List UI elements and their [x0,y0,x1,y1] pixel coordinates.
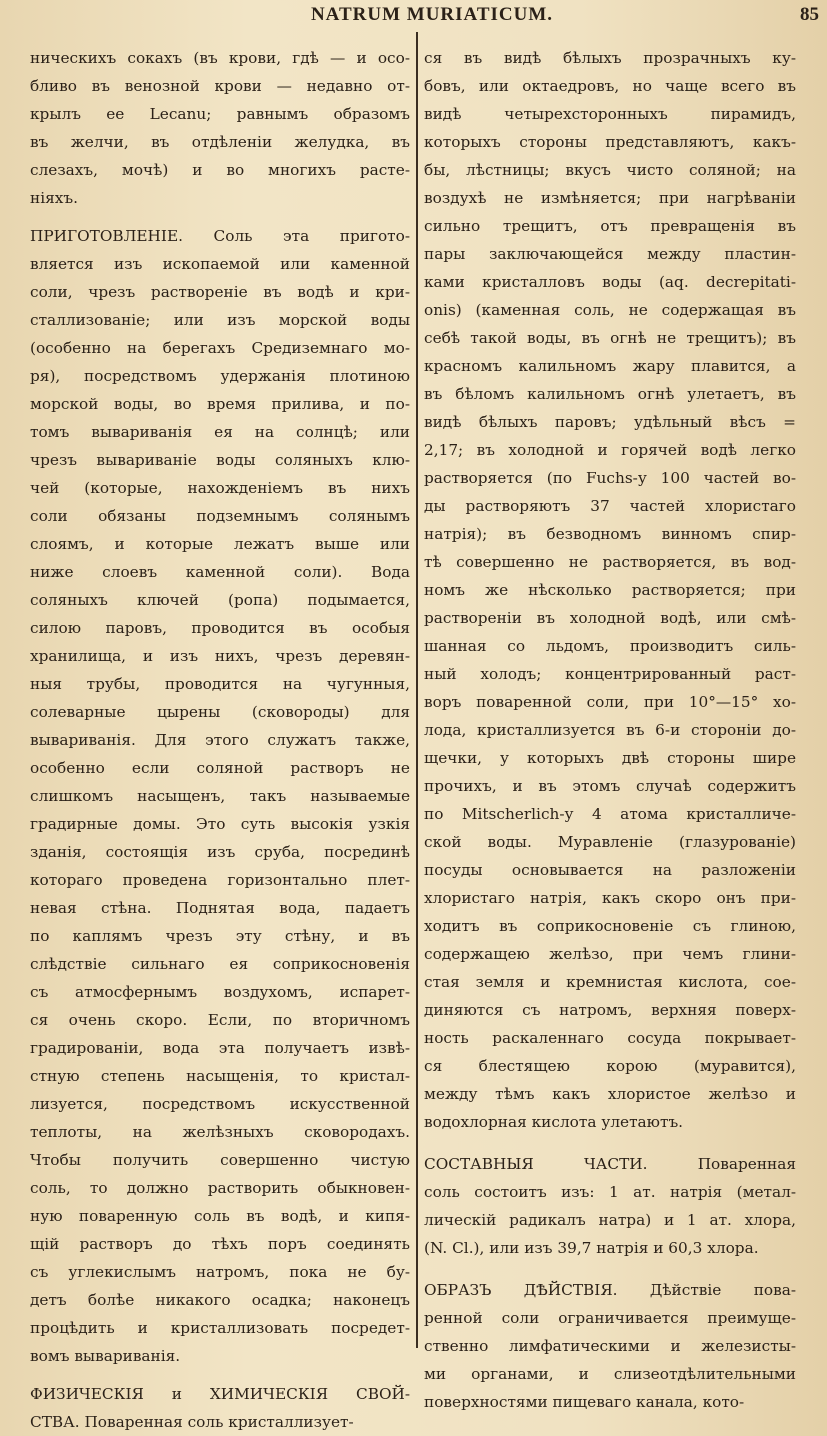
text-line: солеварные цырены (сковороды) для [30,703,410,721]
text-line: ками кристалловъ воды (aq. decrepitati- [424,273,796,291]
text-line: водохлорная кислота улетаютъ. [424,1113,684,1131]
text-line: градированіи, вода эта получаетъ извѣ- [30,1039,410,1057]
text-line: ПРИГОТОВЛЕНІЕ. Соль эта пригото- [30,227,410,245]
text-line: ходитъ въ соприкосновеніе съ глиною, [424,917,796,935]
text-line: поверхностями пищеваго канала, кото- [424,1393,745,1411]
text-line: onis) (каменная соль, не содержащая въ [424,301,796,319]
text-line: по каплямъ чрезъ эту стѣну, и въ [30,927,410,945]
text-line: вомъ вывариванія. [30,1347,181,1365]
text-line: соляныхъ ключей (ропа) подымается, [30,591,410,609]
text-line: слезахъ, мочѣ) и во многихъ расте- [30,161,410,179]
text-line: пары заключающейся между пластин- [424,245,796,263]
text-line: ды растворяютъ 37 частей хлористаго [424,497,796,515]
text-line: ря), посредствомъ удержанія плотиною [30,367,410,385]
text-line: ренной соли ограничивается преимуще- [424,1309,796,1327]
text-line: красномъ калильномъ жару плавится, а [424,357,796,375]
text-line: номъ же нѣсколько растворяется; при [424,581,796,599]
text-line: шанная со льдомъ, производитъ силь- [424,637,796,655]
text-line: ныя трубы, проводится на чугунныя, [30,675,410,693]
text-line: котораго проведена горизонтально плет- [30,871,410,889]
text-line: стая земля и кремнистая кислота, сое- [424,973,796,991]
text-line: ный холодъ; концентрированный раст- [424,665,796,683]
text-line: морской воды, во время прилива, и по- [30,395,410,413]
text-line: СТВА. Поваренная соль кристаллизует- [30,1413,354,1431]
text-line: силою паровъ, проводится въ особыя [30,619,410,637]
text-line: ническихъ сокахъ (въ крови, гдѣ — и осо- [30,49,410,67]
text-line: съ атмосфернымъ воздухомъ, испарет- [30,983,410,1001]
text-line: ную поваренную соль въ водѣ, и кипя- [30,1207,410,1225]
text-line: воръ поваренной соли, при 10°—15° хо- [424,693,796,711]
text-line: (особенно на берегахъ Средиземнаго мо- [30,339,410,357]
text-line: между тѣмъ какъ хлористое желѣзо и [424,1085,796,1103]
text-line: ственно лимфатическими и железисты- [424,1337,796,1355]
text-line: которыхъ стороны представляютъ, какъ- [424,133,796,151]
text-line: соли обязаны подземнымъ солянымъ [30,507,410,525]
text-line: соль состоитъ изъ: 1 ат. натрія (метал- [424,1183,796,1201]
text-line: 2,17; въ холодной и горячей водѣ легко [424,441,796,459]
text-line: соли, чрезъ раствореніе въ водѣ и кри- [30,283,410,301]
text-line: раствореніи въ холодной водѣ, или смѣ- [424,609,796,627]
text-line: детъ болѣе никакого осадка; наконецъ [30,1291,410,1309]
page-number: 85 [800,4,819,25]
text-line: бы, лѣстницы; вкусъ чисто соляной; на [424,161,796,179]
right-column [424,44,796,1416]
text-line: сильно трещитъ, отъ превращенія въ [424,217,796,235]
text-line: въ желчи, въ отдѣленіи желудка, въ [30,133,410,151]
text-line: соль, то должно растворить обыкновен- [30,1179,410,1197]
text-line: теплоты, на желѣзныхъ сковородахъ. [30,1123,410,1141]
text-line: хранилища, и изъ нихъ, чрезъ деревян- [30,647,410,665]
text-line: хлористаго натрія, какъ скоро онъ при- [424,889,796,907]
text-line: лода, кристаллизуется въ 6-и стороніи до- [424,721,796,739]
text-line: ность раскаленнаго сосуда покрывает- [424,1029,796,1047]
paragraph-occurrence [30,44,410,212]
text-line: въ бѣломъ калильномъ огнѣ улетаетъ, въ [424,385,796,403]
paragraph-composition [424,1150,796,1262]
text-line: ми органами, и слизеотдѣлительными [424,1365,796,1383]
text-line: посуды основывается на разложеніи [424,861,796,879]
text-line: содержащею желѣзо, при чемъ глини- [424,945,796,963]
text-line: невая стѣна. Поднятая вода, падаетъ [30,899,410,917]
text-line: прочихъ, и въ этомъ случаѣ содержитъ [424,777,796,795]
text-line: чей (которые, нахожденіемъ въ нихъ [30,479,410,497]
text-line: СОСТАВНЫЯ ЧАСТИ. Поваренная [424,1155,796,1173]
text-line: щій растворъ до тѣхъ поръ соединять [30,1235,410,1253]
text-line: бовъ, или октаедровъ, но чаще всего въ [424,77,796,95]
text-line: лизуется, посредствомъ искусственной [30,1095,410,1113]
text-line: щечки, у которыхъ двѣ стороны шире [424,749,796,767]
text-line: сталлизованіе; или изъ морской воды [30,311,410,329]
text-line: ниже слоевъ каменной соли). Вода [30,563,410,581]
paragraph-properties [30,1380,410,1436]
text-line: растворяется (по Fuchs-у 100 частей во- [424,469,796,487]
text-line: воздухѣ не измѣняется; при нагрѣваніи [424,189,796,207]
text-line: слишкомъ насыщенъ, такъ называемые [30,787,410,805]
text-line: съ углекислымъ натромъ, пока не бу- [30,1263,410,1281]
text-line: вляется изъ ископаемой или каменной [30,255,410,273]
left-column [30,44,410,1436]
paragraph-action [424,1276,796,1416]
text-line: бливо въ венозной крови — недавно от- [30,77,410,95]
text-line: градирные домы. Это суть высокія узкія [30,815,410,833]
text-line: чрезъ вывариваніе воды соляныхъ клю- [30,451,410,469]
text-line: ся блестящею корою (муравится), [424,1057,796,1075]
text-line: Чтобы получить совершенно чистую [30,1151,410,1169]
text-line: вывариванія. Для этого служатъ также, [30,731,410,749]
text-line: натрія); въ безводномъ винномъ спир- [424,525,796,543]
text-line: ніяхъ. [30,189,78,207]
text-line: себѣ такой воды, въ огнѣ не трещитъ); въ [424,329,796,347]
text-line: томъ вывариванія ея на солнцѣ; или [30,423,410,441]
column-divider [416,32,418,1348]
text-line: тѣ совершенно не растворяется, въ вод- [424,553,796,571]
text-line: ся въ видѣ бѣлыхъ прозрачныхъ ку- [424,49,796,67]
text-line: видѣ четырехсторонныхъ пирамидъ, [424,105,796,123]
paragraph-preparation [30,222,410,1370]
text-line: ФИЗИЧЕСКІЯ и ХИМИЧЕСКІЯ СВОЙ- [30,1385,410,1403]
text-line: зданія, состоящія изъ сруба, посрединѣ [30,843,410,861]
text-line: особенно если соляной растворъ не [30,759,410,777]
text-line: видѣ бѣлыхъ паровъ; удѣльный вѣсъ = [424,413,796,431]
text-line: диняются съ натромъ, верхняя поверх- [424,1001,796,1019]
text-line: слоямъ, и которые лежатъ выше или [30,535,410,553]
paragraph-properties-continued [424,44,796,1136]
page-header [0,0,827,40]
text-line: ской воды. Муравленіе (глазурованіе) [424,833,796,851]
text-line: лическій радикалъ натра) и 1 ат. хлора, [424,1211,796,1229]
running-title: NATRUM MURIATICUM. [310,4,554,25]
text-line: стную степень насыщенія, то кристал- [30,1067,410,1085]
text-line: ОБРАЗЪ ДѢЙСТВІЯ. Дѣйствіе пова- [424,1281,796,1299]
text-line: (N. Cl.), или изъ 39,7 натрія и 60,3 хлора. [424,1239,759,1257]
text-line: слѣдствіе сильнаго ея соприкосновенія [30,955,410,973]
text-line: процѣдить и кристаллизовать посредет- [30,1319,410,1337]
text-line: по Mitscherlich-у 4 атома кристалличе- [424,805,796,823]
text-line: ся очень скоро. Если, по вторичномъ [30,1011,410,1029]
text-line: крылъ ее Lecanu; равнымъ образомъ [30,105,410,123]
